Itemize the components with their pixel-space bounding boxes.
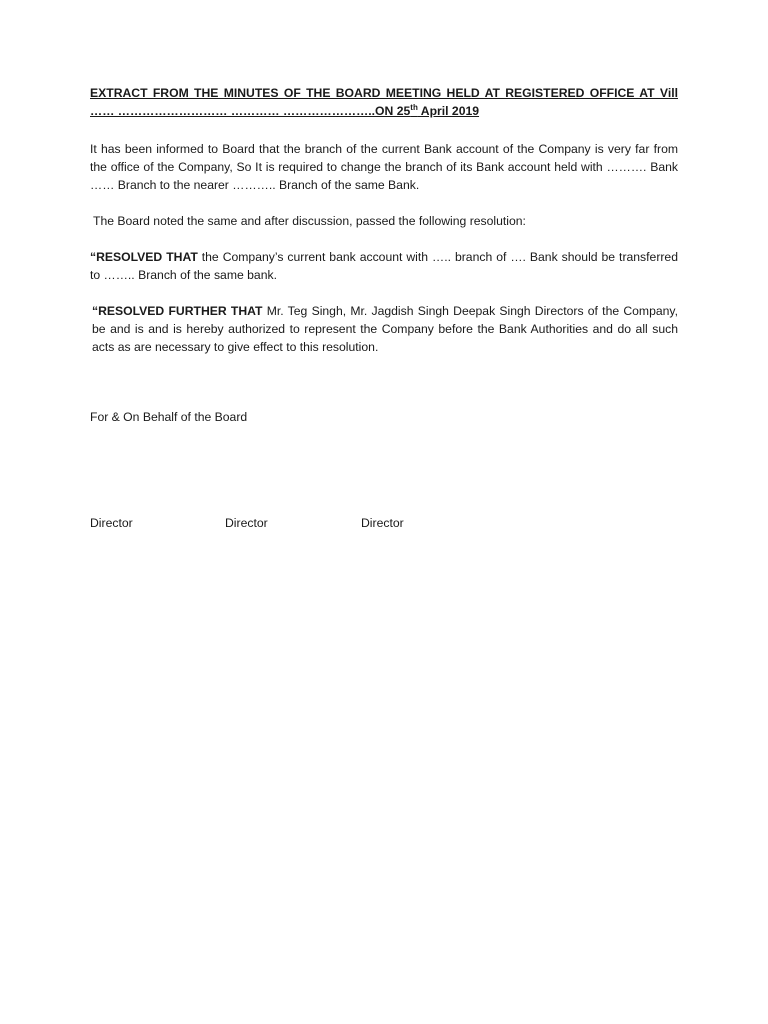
- signature-director-1: Director: [90, 516, 133, 530]
- title-text: EXTRACT FROM THE MINUTES OF THE BOARD MEETING HELD AT REGISTERED OFFICE AT Vill …… ……………………… ………… …………………..ON 25: [90, 86, 678, 118]
- resolution-2-text: Mr. Teg Singh, Mr. Jagdish Singh Deepak Singh Directors of the Company, be and is and is hereby authorized to represent the Company before the Bank Authorities and do all such acts as are necessary to give effect to this resolution.: [92, 304, 678, 354]
- paragraph-information: It has been informed to Board that the branch of the current Bank account of the Company is very far from the office of the Company, So It is required to change the branch of its Bank account held with ………. Bank …… Branch to the nearer ……….. Branch of the same Bank.: [90, 142, 678, 192]
- signature-director-3: Director: [361, 516, 404, 530]
- title-date-text: April 2019: [417, 104, 480, 118]
- document-title: [90, 84, 678, 120]
- resolution-2-lead: “RESOLVED FURTHER THAT: [92, 304, 263, 318]
- title-superscript: th: [410, 102, 418, 112]
- document-body: [90, 84, 678, 356]
- resolution-1-lead: “RESOLVED THAT: [90, 250, 198, 264]
- signature-director-2: Director: [225, 516, 268, 530]
- behalf-of-board: For & On Behalf of the Board: [90, 410, 248, 424]
- resolution-2: [90, 302, 678, 356]
- paragraph-board-noted: The Board noted the same and after discussion, passed the following resolution:: [93, 214, 526, 228]
- resolution-1-text: the Company’s current bank account with ….. branch of …. Bank should be transferred to …….. Branch of the same bank.: [90, 250, 678, 282]
- resolution-1: [90, 248, 678, 284]
